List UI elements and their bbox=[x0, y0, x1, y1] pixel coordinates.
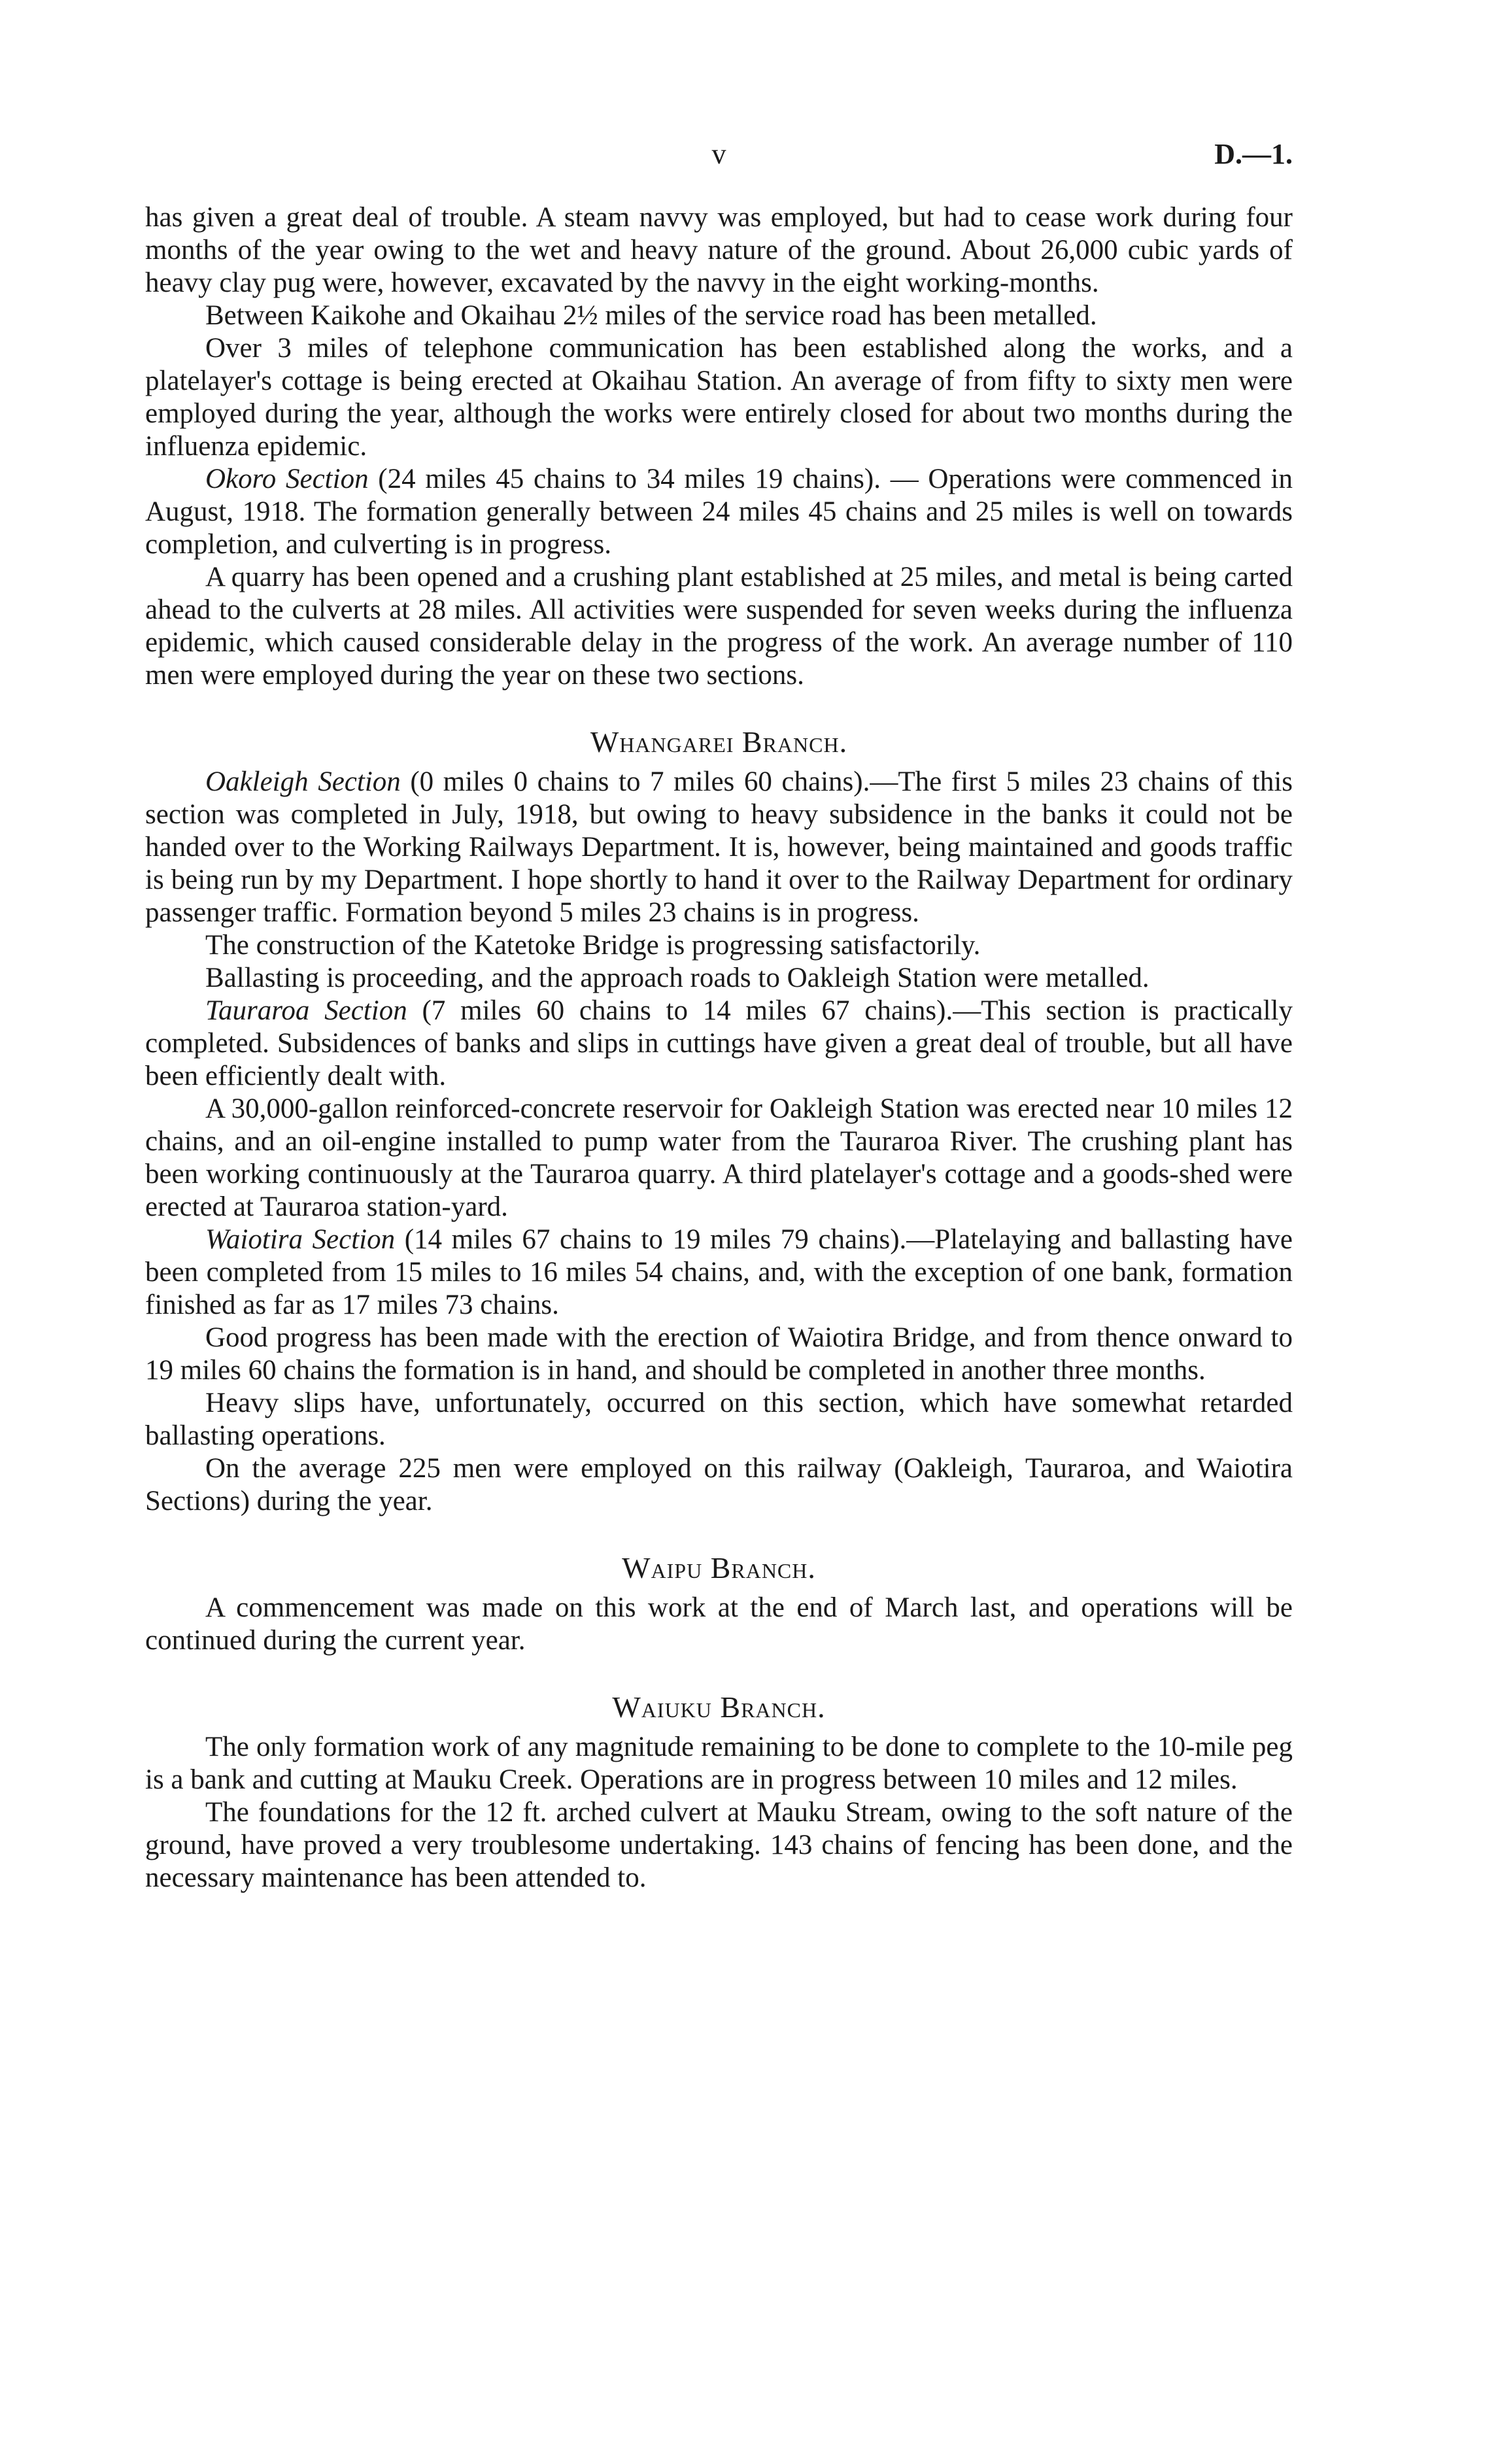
section-heading-whangarei: Whangarei Branch. bbox=[590, 725, 848, 759]
paragraph: A 30,000-gallon reinforced-concrete reservoir for Oakleigh Station was erected near 10 miles 12 chains, and an oil-engine installed to pump water from the Tauraroa River. The crushing plant has been working continuously at the Tauraroa quarry. A third platelayer's cottage and a goods-shed were erected at Tauraroa station-yard. bbox=[145, 1093, 1293, 1222]
paragraph bbox=[145, 463, 1293, 561]
paragraph: The foundations for the 12 ft. arched culvert at Mauku Stream, owing to the soft nature of the ground, have proved a very troublesome undertaking. 143 chains of fencing has been done, and the necessary maintenance has been attended to. bbox=[145, 1797, 1293, 1893]
section-heading-waipu: Waipu Branch. bbox=[622, 1551, 816, 1584]
paragraph: Between Kaikohe and Okaihau 2½ miles of the service road has been metalled. bbox=[205, 300, 1097, 331]
section-title: Waiotira Section bbox=[205, 1224, 396, 1255]
paragraph: On the average 225 men were employed on this railway (Oakleigh, Tauraroa, and Waiotira Sections) during the year. bbox=[145, 1453, 1293, 1516]
section-title: Tauraroa Section bbox=[205, 995, 407, 1026]
paragraph-text: (0 miles 0 chains to 7 miles 60 chains).—The first 5 miles 23 chains of this section was completed in July, 1918, but owing to heavy subsidence in the banks it could not be handed over to the Working Railways Department. It is, however, being maintained and goods traffic is being run by my Department. I hope shortly to hand it over to the Railway Department for ordinary passenger traffic. Formation beyond 5 miles 23 chains is in progress. bbox=[145, 766, 1293, 928]
section-title: Oakleigh Section bbox=[205, 766, 401, 797]
page-body bbox=[145, 201, 1293, 1894]
paragraph: A quarry has been opened and a crushing plant established at 25 miles, and metal is being carted ahead to the culverts at 28 miles. All activities were suspended for seven weeks during the influenza epidemic, which caused considerable delay in the progress of the work. An average number of 110 men were employed during the year on these two sections. bbox=[145, 562, 1293, 691]
paragraph: The only formation work of any magnitude remaining to be done to complete to the 10-mile peg is a bank and cutting at Mauku Creek. Operations are in progress between 10 miles and 12 miles. bbox=[145, 1732, 1293, 1795]
paragraph: A commencement was made on this work at the end of March last, and operations will be continued during the current year. bbox=[145, 1592, 1293, 1656]
paragraph-text: (24 miles 45 chains to 34 miles 19 chains). — Operations were commenced in August, 1918. The formation generally between 24 miles 45 chains and 25 miles is well on towards completion, and culverting is in progress. bbox=[145, 464, 1293, 560]
section-heading-waiuku: Waiuku Branch. bbox=[612, 1690, 826, 1724]
paragraph: has given a great deal of trouble. A steam navvy was employed, but had to cease work during four months of the year owing to the wet and heavy nature of the ground. About 26,000 cubic yards of heavy clay pug were, however, excavated by the navvy in the eight working-months. bbox=[145, 202, 1293, 298]
paragraph: Good progress has been made with the erection of Waiotira Bridge, and from thence onward to 19 miles 60 chains the formation is in hand, and should be completed in another three months. bbox=[145, 1322, 1293, 1386]
page-header bbox=[145, 137, 1293, 177]
paragraph: Ballasting is proceeding, and the approach roads to Oakleigh Station were metalled. bbox=[205, 963, 1149, 993]
paragraph: The construction of the Katetoke Bridge is progressing satisfactorily. bbox=[205, 930, 981, 961]
paragraph bbox=[145, 1223, 1293, 1322]
section-title: Okoro Section bbox=[205, 464, 369, 494]
document-reference: D.—1. bbox=[1214, 138, 1293, 170]
paragraph bbox=[145, 766, 1293, 929]
paragraph: Over 3 miles of telephone communication has been established along the works, and a platelayer's cottage is being erected at Okaihau Station. An average of from fifty to sixty men were employed during the year, although the works were entirely closed for about two months during the influenza epidemic. bbox=[145, 333, 1293, 462]
paragraph: Heavy slips have, unfortunately, occurred on this section, which have somewhat retarded ballasting operations. bbox=[145, 1388, 1293, 1451]
page-number: v bbox=[711, 138, 726, 170]
paragraph bbox=[145, 995, 1293, 1093]
paragraph-text: (14 miles 67 chains to 19 miles 79 chains).—Platelaying and ballasting have been completed from 15 miles to 16 miles 54 chains, and, with the exception of one bank, formation finished as far as 17 miles 73 chains. bbox=[145, 1224, 1293, 1320]
paragraph-text: (7 miles 60 chains to 14 miles 67 chains).—This section is practically completed. Subsidences of banks and slips in cuttings have given a great deal of trouble, but all have been efficiently dealt with. bbox=[145, 995, 1293, 1091]
